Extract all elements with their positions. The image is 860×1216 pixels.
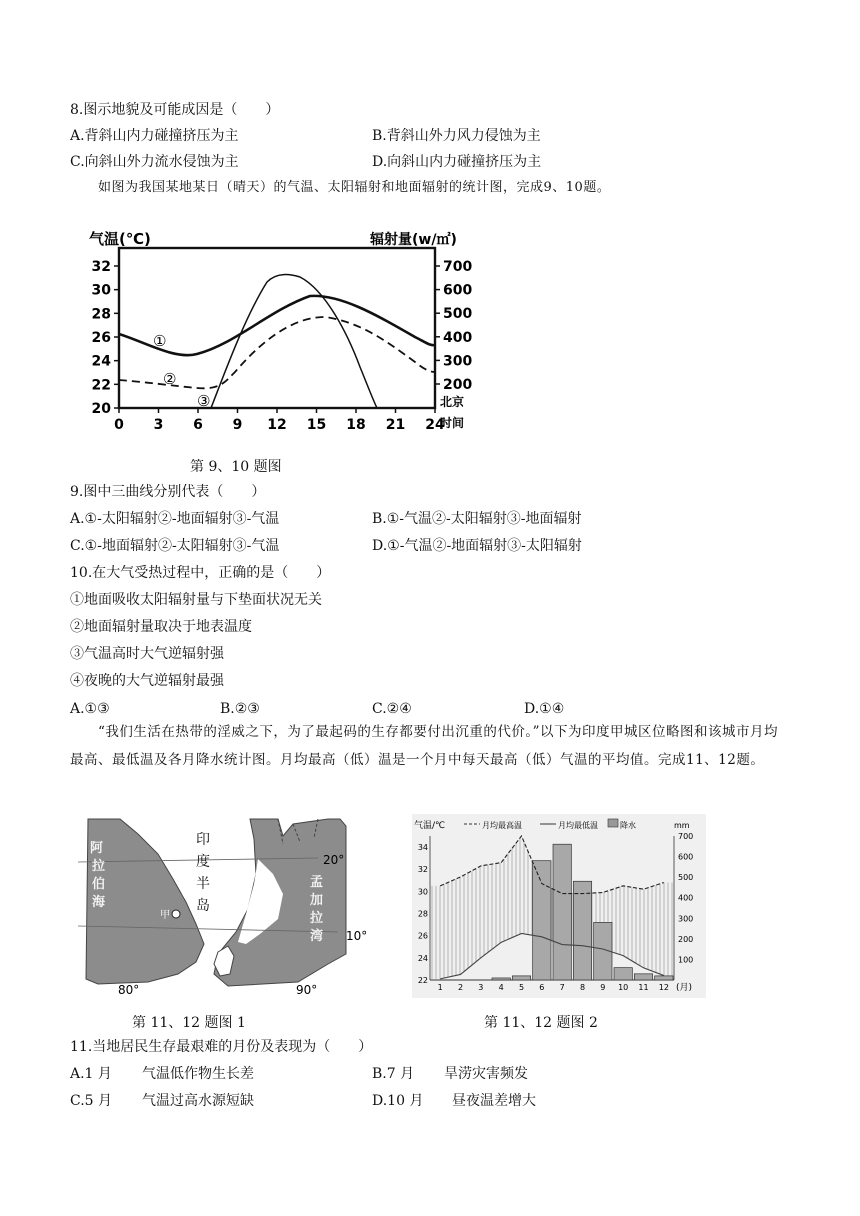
- precip-bar: [573, 881, 591, 980]
- lon-80-label: 80°: [118, 983, 140, 997]
- q10-option-d: D.①④: [524, 701, 565, 717]
- climate-right-unit: mm: [674, 821, 690, 830]
- sea-left-char-3: 伯: [92, 877, 106, 892]
- legend-min-temp: 月均最低温: [558, 821, 598, 830]
- q8-option-c: C.向斜山外力流水侵蚀为主: [70, 154, 239, 170]
- sea-right-char-2: 加: [310, 893, 324, 908]
- x-tick-label: 18: [346, 417, 366, 433]
- climate-month-tick: 12: [658, 983, 669, 992]
- q8-option-d: D.向斜山内力碰撞挤压为主: [372, 154, 542, 170]
- figure-climate-chart: [412, 814, 706, 998]
- climate-month-tick: 5: [518, 983, 525, 992]
- x-unit-line2: 时间: [440, 416, 465, 430]
- left-tick-label: 22: [91, 377, 111, 394]
- climate-right-tick: 100: [678, 955, 694, 965]
- q11-option-a-text: 气温低作物生长差: [142, 1066, 254, 1082]
- intro-q11-12: “我们生活在热带的淫威之下，为了最起码的生存都要付出沉重的代价。”以下为印度甲城区位略图和该城市月均最高、最低温及各月降水统计图。月均最高（低）温是一个月中每天最高（低）气温的平均值。完成11、12题。: [70, 724, 779, 768]
- q11-option-d-text: 昼夜温差增大: [452, 1093, 536, 1109]
- q10-option-c: C.②④: [372, 701, 412, 717]
- q10-stem: 10.在大气受热过程中，正确的是（ ）: [70, 565, 331, 581]
- x-tick-label: 9: [232, 417, 243, 433]
- climate-left-tick: 32: [417, 865, 428, 875]
- q9-option-d: D.①-气温②-地面辐射③-太阳辐射: [372, 538, 582, 554]
- label-curve-1: ①: [153, 332, 167, 350]
- climate-right-tick: 600: [678, 852, 694, 862]
- climate-month-tick: 1: [437, 983, 443, 992]
- q11-option-b-label: B.7 月: [372, 1066, 415, 1082]
- legend-precip: 降水: [620, 821, 636, 830]
- right-axis-title: 辐射量(w/㎡): [370, 232, 457, 248]
- right-tick-label: 500: [443, 306, 473, 323]
- climate-month-tick: 2: [457, 983, 464, 992]
- climate-left-tick: 24: [417, 953, 428, 963]
- left-tick-label: 32: [91, 259, 111, 275]
- label-curve-2: ②: [163, 370, 177, 388]
- x-tick-label: 24: [425, 417, 445, 433]
- climate-right-tick: 300: [678, 914, 694, 924]
- precip-bar: [634, 974, 652, 980]
- figure-caption-climate: 第 11、12 题图 2: [484, 1015, 598, 1031]
- q10-statement-2: ②地面辐射量取决于地表温度: [70, 619, 252, 635]
- q10-option-a: A.①③: [70, 701, 110, 717]
- climate-left-tick: 26: [417, 931, 428, 941]
- precip-bar: [512, 976, 530, 980]
- climate-left-tick: 34: [417, 843, 428, 853]
- q10-statement-3: ③气温高时大气逆辐射强: [70, 646, 224, 662]
- precip-bar: [492, 978, 510, 980]
- sea-left-char-4: 海: [92, 895, 106, 910]
- peninsula-char-1: 印: [196, 832, 210, 848]
- q11-option-d-label: D.10 月: [372, 1093, 424, 1109]
- sea-right-char-4: 湾: [310, 929, 324, 944]
- q10-statement-4: ④夜晚的大气逆辐射最强: [70, 673, 224, 689]
- climate-right-tick: 200: [678, 934, 694, 944]
- legend-max-temp: 月均最高温: [482, 821, 522, 830]
- q8-option-a: A.背斜山内力碰撞挤压为主: [70, 128, 239, 144]
- curve-3: [211, 275, 377, 408]
- right-tick-label: 700: [443, 259, 473, 275]
- precip-bar: [533, 861, 551, 980]
- x-tick-label: 21: [385, 417, 406, 433]
- q11-option-c-text: 气温过高水源短缺: [142, 1093, 254, 1109]
- left-tick-label: 28: [91, 306, 111, 323]
- intro-q9-10: 如图为我国某地某日（晴天）的气温、太阳辐射和地面辐射的统计图，完成9、10题。: [98, 180, 611, 195]
- sea-left-char-2: 拉: [92, 859, 106, 874]
- left-axis-title: 气温(℃): [89, 230, 151, 248]
- x-tick-label: 0: [114, 417, 124, 433]
- x-unit-line1: 北京: [440, 395, 465, 409]
- q11-option-a-label: A.1 月: [70, 1066, 112, 1082]
- climate-month-tick: 3: [478, 983, 484, 992]
- climate-right-tick: 700: [678, 832, 694, 841]
- city-label: 甲: [160, 910, 170, 921]
- climate-month-tick: 7: [559, 983, 565, 992]
- figure-india-map: [78, 814, 368, 998]
- q10-option-b: B.②③: [220, 701, 260, 717]
- climate-month-tick: 6: [539, 983, 545, 992]
- precip-bar: [553, 844, 571, 980]
- q11-option-b-text: 旱涝灾害频发: [444, 1066, 528, 1082]
- climate-month-tick: 8: [579, 983, 586, 992]
- lat-20-label: 20°: [323, 853, 345, 867]
- climate-month-tick: 11: [638, 983, 649, 992]
- x-tick-label: 6: [193, 417, 203, 433]
- right-tick-label: 400: [443, 329, 473, 346]
- figure-caption-map: 第 11、12 题图 1: [132, 1015, 246, 1031]
- q11-stem: 11.当地居民生存最艰难的月份及表现为（ ）: [70, 1039, 373, 1055]
- right-tick-label: 600: [443, 282, 473, 299]
- right-tick-label: 300: [443, 353, 473, 370]
- q10-statement-1: ①地面吸收太阳辐射量与下垫面状况无关: [70, 592, 322, 608]
- q8-stem: 8.图示地貌及可能成因是（ ）: [70, 102, 280, 118]
- q9-option-c: C.①-地面辐射②-太阳辐射③-气温: [70, 538, 280, 554]
- lat-10-label: 10°: [346, 929, 368, 943]
- precip-bar: [614, 968, 632, 980]
- peninsula-char-2: 度: [196, 854, 210, 870]
- climate-right-tick: 400: [678, 893, 694, 903]
- figure-caption-q9-10: 第 9、10 题图: [190, 459, 282, 475]
- right-tick-label: 200: [443, 377, 473, 393]
- climate-right-tick: 500: [678, 873, 694, 883]
- q9-stem: 9.图中三曲线分别代表（ ）: [70, 484, 266, 500]
- figure-temperature-radiation: [85, 222, 480, 434]
- left-tick-label: 26: [91, 330, 111, 346]
- q9-option-a: A.①-太阳辐射②-地面辐射③-气温: [70, 511, 280, 527]
- city-jia-marker: [172, 910, 180, 918]
- q9-option-b: B.①-气温②-太阳辐射③-地面辐射: [372, 511, 582, 527]
- climate-left-title: 气温/℃: [414, 821, 446, 831]
- precip-bar: [655, 976, 673, 980]
- climate-left-tick: 22: [417, 976, 428, 985]
- sea-right-char-3: 拉: [310, 911, 324, 926]
- sea-right-char-1: 孟: [310, 875, 324, 890]
- climate-left-tick: 30: [417, 887, 428, 897]
- x-tick-label: 15: [306, 417, 327, 433]
- q11-option-c-label: C.5 月: [70, 1093, 113, 1109]
- x-tick-label: 12: [267, 417, 287, 433]
- left-tick-label: 20: [91, 401, 111, 417]
- climate-month-tick: 10: [618, 983, 629, 992]
- climate-month-unit: (月): [676, 983, 693, 993]
- peninsula-char-4: 岛: [196, 898, 210, 914]
- left-tick-label: 24: [91, 353, 111, 370]
- climate-month-tick: 9: [600, 983, 606, 992]
- x-tick-label: 3: [153, 417, 164, 433]
- peninsula-char-3: 半: [196, 876, 210, 892]
- left-tick-label: 30: [91, 282, 111, 299]
- label-curve-3: ③: [197, 392, 211, 410]
- climate-left-tick: 28: [417, 909, 428, 919]
- lon-90-label: 90°: [296, 983, 318, 997]
- climate-month-tick: 4: [498, 983, 504, 992]
- sea-left-char-1: 阿: [90, 841, 104, 856]
- q8-option-b: B.背斜山外力风力侵蚀为主: [372, 128, 541, 144]
